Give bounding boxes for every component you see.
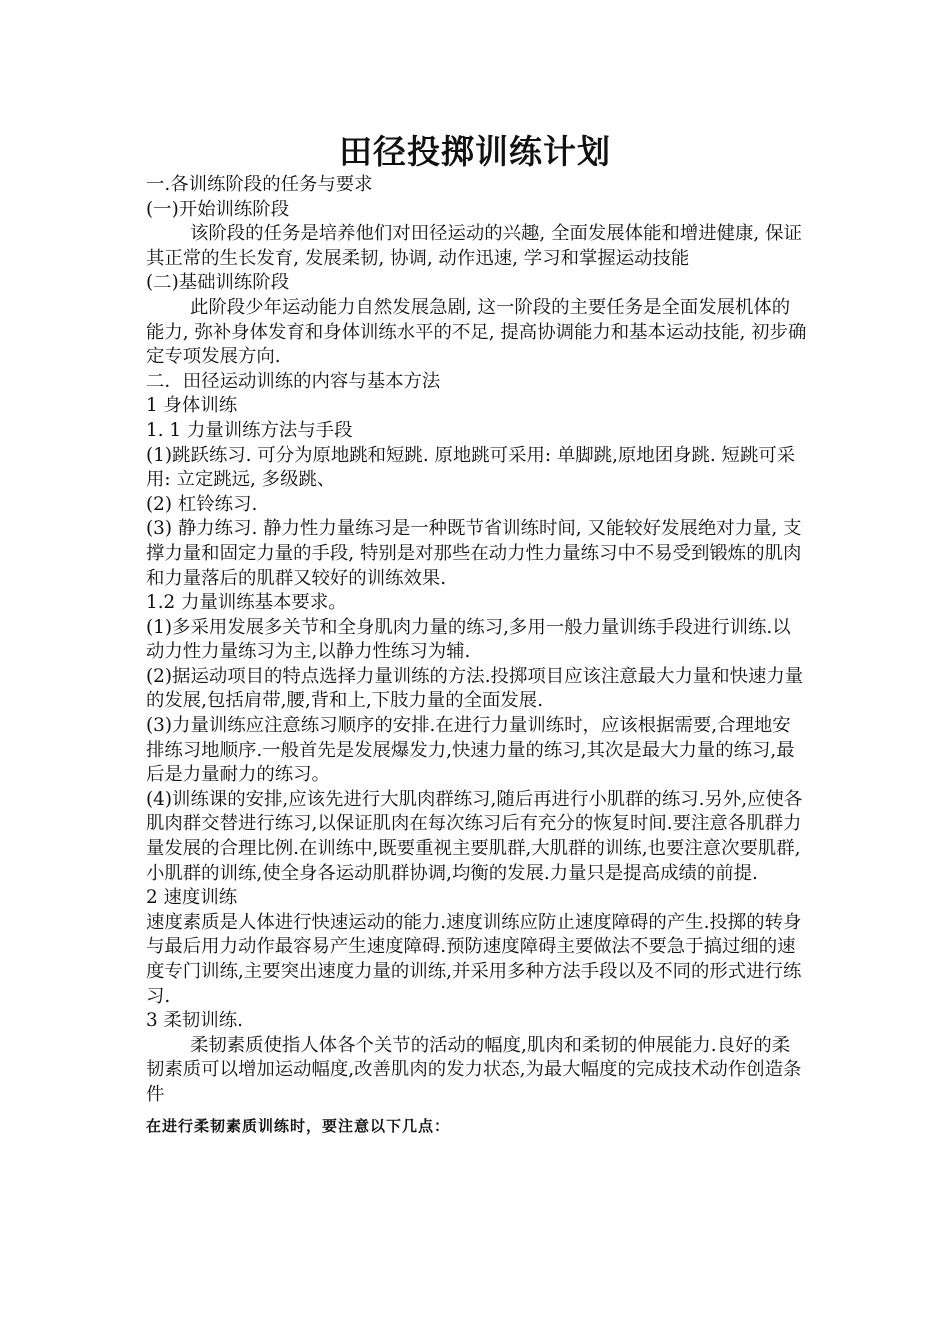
requirement-item-3: (3)力量训练应注意练习顺序的安排.在进行力量训练时，应该根据需要,合理地安排练习地顺序.一般首先是发展爆发力,快速力量的练习,其次是最大力量的练习,最后是力量耐力的练习。	[146, 715, 795, 786]
section-heading-2: 二．田径运动训练的内容与基本方法	[146, 370, 441, 392]
document-title: 田径投掷训练计划	[339, 132, 611, 171]
subsection-heading-basic-stage: (二)基础训练阶段	[146, 272, 290, 294]
heading-physical-training: 1 身体训练	[146, 395, 238, 417]
item-static-exercise: (3) 静力练习. 静力性力量练习是一种既节省训练时间, 又能较好发展绝对力量, 支撑力量和固定力量的手段, 特别是对那些在动力性力量练习中不易受到锻炼的肌肉和力量落后的肌群又较好的训练效果.	[146, 518, 802, 589]
document-body	[146, 173, 808, 1138]
heading-speed-training: 2 速度训练	[146, 887, 238, 909]
item-jumping-exercise: (1)跳跃练习. 可分为原地跳和短跳. 原地跳可采用: 单脚跳,原地团身跳. 短跳可采用: 立定跳远, 多级跳、	[146, 444, 796, 491]
paragraph-flexibility-training: 柔韧素质使指人体各个关节的活动的幅度,肌肉和柔韧的伸展能力.良好的柔韧素质可以增加运动幅度,改善肌肉的发力状态,为最大幅度的完成技术动作创造条件	[146, 1034, 802, 1105]
item-barbell-exercise: (2) 杠铃练习.	[146, 493, 258, 515]
heading-strength-methods: 1. 1 力量训练方法与手段	[146, 419, 353, 441]
requirement-item-1: (1)多采用发展多关节和全身肌肉力量的练习,多用一般力量训练手段进行训练.以动力性力量练习为主,以静力性练习为辅.	[146, 616, 791, 663]
requirement-item-4: (4)训练课的安排,应该先进行大肌肉群练习,随后再进行小肌群的练习.另外,应使各肌肉群交替进行练习,以保证肌肉在每次练习后有充分的恢复时间.要注意各肌群力量发展的合理比例.在训练中,既要重视主要肌群,大肌群的训练,也要注意次要肌群,小肌群的训练,使全身各运动肌群协调,均衡的发展.力量只是提高成绩的前提.	[146, 788, 803, 884]
paragraph-speed-training: 速度素质是人体进行快速运动的能力.速度训练应防止速度障碍的产生.投掷的转身与最后用力动作最容易产生速度障碍.预防速度障碍主要做法不要急于搞过细的速度专门训练,主要突出速度力量的训练,并采用多种方法手段以及不同的形式进行练习.	[146, 911, 802, 1007]
requirement-item-2: (2)据运动项目的特点选择力量训练的方法.投掷项目应该注意最大力量和快速力量的发展,包括肩带,腰,背和上,下肢力量的全面发展.	[146, 665, 804, 712]
paragraph-start-stage: 该阶段的任务是培养他们对田径运动的兴趣, 全面发展体能和增进健康, 保证其正常的生长发育, 发展柔韧, 协调, 动作迅速, 学习和掌握运动技能	[146, 223, 802, 269]
subsection-heading-start-stage: (一)开始训练阶段	[146, 198, 290, 220]
paragraph-basic-stage: 此阶段少年运动能力自然发展急剧, 这一阶段的主要任务是全面发展机体的能力, 弥补身体发育和身体训练水平的不足, 提高协调能力和基本运动技能, 初步确定专项发展方向.	[146, 296, 807, 368]
heading-strength-requirements: 1.2 力量训练基本要求。	[146, 592, 347, 614]
section-heading-1: 一.各训练阶段的任务与要求	[146, 174, 373, 195]
flexibility-notes-heading: 在进行柔韧素质训练时，要注意以下几点：	[146, 1116, 451, 1135]
heading-flexibility-training: 3 柔韧训练.	[146, 1010, 243, 1032]
